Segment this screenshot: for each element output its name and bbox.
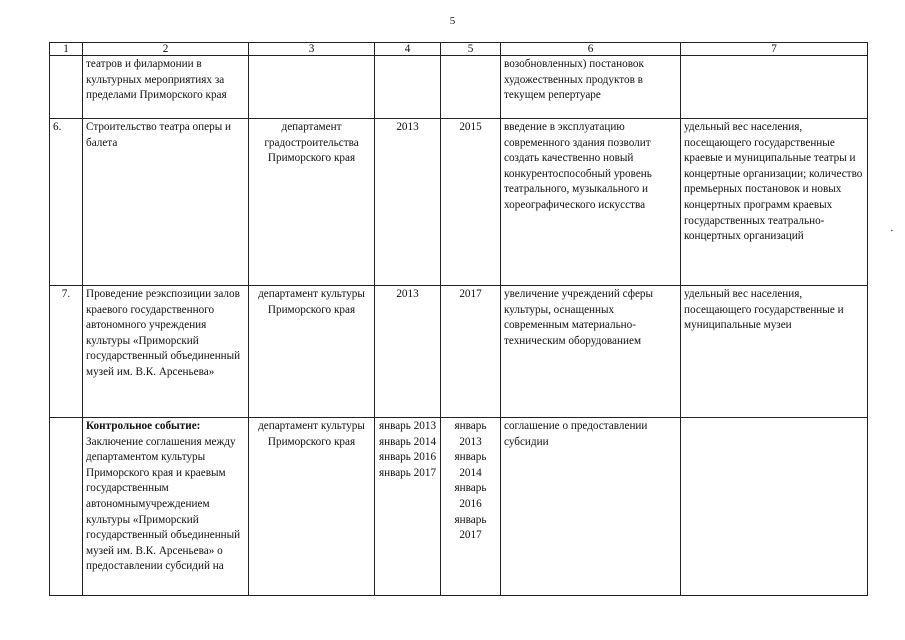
end-cell — [441, 56, 501, 119]
table-row — [50, 286, 868, 418]
row-number: 6. — [50, 119, 83, 286]
end-cell: январь 2013 январь 2014 январь 2016 январь 2017 — [441, 418, 501, 596]
col-header-1: 1 — [50, 43, 83, 56]
executor-cell: департамент культуры Приморского края — [249, 286, 375, 418]
indicator-cell: удельный вес населения, посещающего государственные краевые и муниципальные театры и концертные организации; количество премьерных постановок и новых концертных программ краевых государственных театрально-концертных организаций — [681, 119, 868, 286]
col-header-5: 5 — [441, 43, 501, 56]
activity-cell: театров и филармонии в культурных мероприятиях за пределами Приморского края — [83, 56, 249, 119]
start-cell: 2013 — [375, 119, 441, 286]
table-row — [50, 418, 868, 596]
result-cell: соглашение о предоставлении субсидии — [501, 418, 681, 596]
activity-cell: Строительство театра оперы и балета — [83, 119, 249, 286]
page-number: 5 — [449, 15, 456, 27]
activity-cell: Проведение реэкспозиции залов краевого государственного автономного учреждения культуры «Приморский государственный объединенный музей им. В.К. Арсеньева» — [83, 286, 249, 418]
table-row — [50, 119, 868, 286]
col-header-7: 7 — [681, 43, 868, 56]
table-row — [50, 56, 868, 119]
result-cell: увеличение учреждений сферы культуры, оснащенных современным материально-техническим оборудованием — [501, 286, 681, 418]
indicator-cell: удельный вес населения, посещающего государственные и муниципальные музеи — [681, 286, 868, 418]
activity-cell — [83, 418, 249, 596]
row-number: 7. — [50, 286, 83, 418]
start-cell — [375, 56, 441, 119]
result-cell: введение в эксплуатацию современного здания позволит создать качественно новый конкурентоспособный уровень театрального, музыкального и хореографического искусства — [501, 119, 681, 286]
control-event-text: Заключение соглашения между департаментом культуры Приморского края и краевым государственным автономнымучреждением культуры «Приморский государственный объединенный музей им. В.К. Арсеньева» о предоставлении субсидий на — [86, 435, 241, 573]
row-number — [50, 418, 83, 596]
col-header-4: 4 — [375, 43, 441, 56]
result-cell: возобновленных) постановок художественных продуктов в текущем репертуаре — [501, 56, 681, 119]
end-cell: 2015 — [441, 119, 501, 286]
executor-cell: департамент культуры Приморского края — [249, 418, 375, 596]
executor-cell: департамент градостроительства Приморского края — [249, 119, 375, 286]
start-cell: 2013 — [375, 286, 441, 418]
executor-cell — [249, 56, 375, 119]
indicator-cell — [681, 418, 868, 596]
margin-mark: · — [890, 225, 894, 237]
program-table — [49, 42, 868, 596]
column-number-row — [50, 43, 868, 56]
indicator-cell — [681, 56, 868, 119]
start-cell: январь 2013 январь 2014 январь 2016 январь 2017 — [375, 418, 441, 596]
col-header-3: 3 — [249, 43, 375, 56]
col-header-6: 6 — [501, 43, 681, 56]
row-number — [50, 56, 83, 119]
col-header-2: 2 — [83, 43, 249, 56]
control-event-label: Контрольное событие: — [86, 420, 201, 432]
end-cell: 2017 — [441, 286, 501, 418]
